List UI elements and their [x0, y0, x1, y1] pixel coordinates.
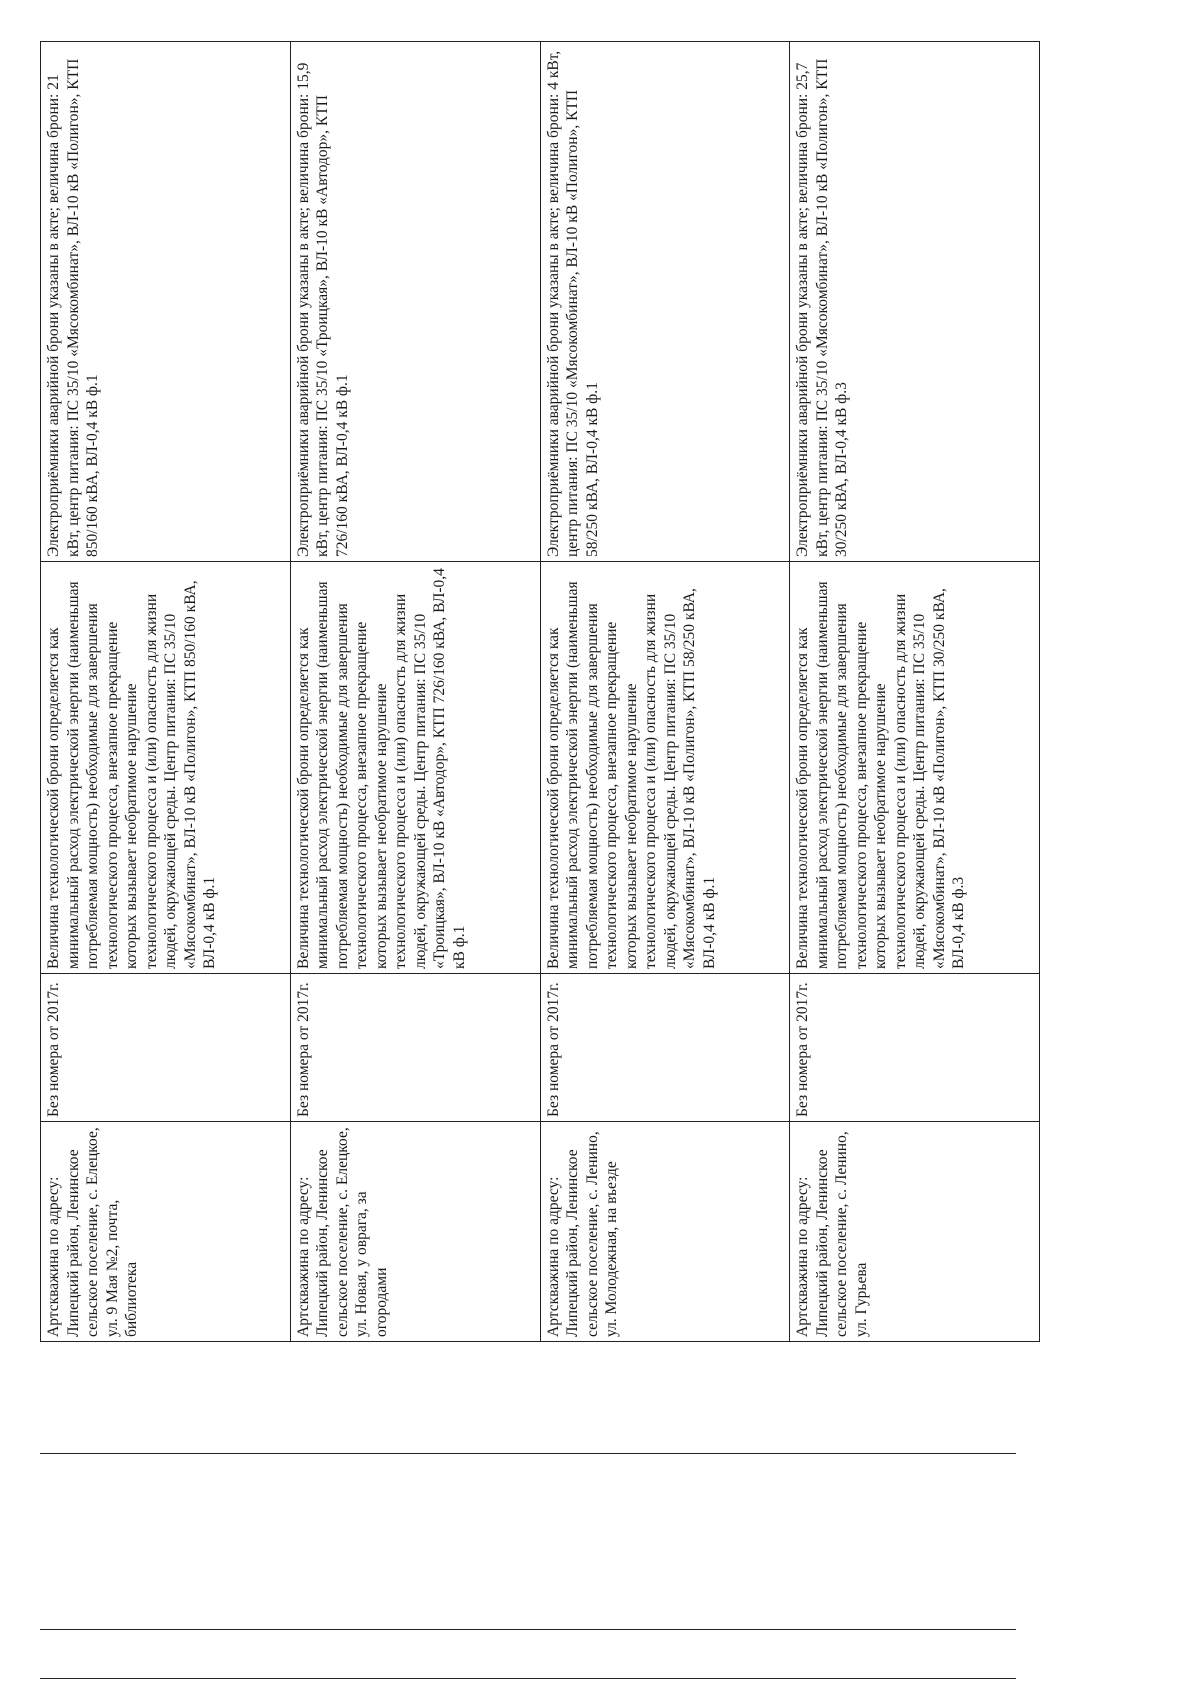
technological-reserve-cell: Величина технологической брони определяется как минимальный расход электрической энергии (наименьшая потребляемая мощность) необходимые для завершения технологического процесса, внезапное прекращение которых вызывает необратимое нарушение технологического процесса и (или) опасность для жизни людей, окружающей среды. Центр питания: ПС 35/10 «Мясокомбинат», ВЛ-10 кВ «Полигон», КТП 58/250 кВА, ВЛ-0,4 кВ ф.1 [540, 562, 790, 974]
emergency-reserve-table [40, 41, 1040, 1342]
act-number-cell: Без номера от 2017г. [41, 974, 291, 1122]
object-address-cell: Артскважина по адресу: Липецкий район, Ленинское сельское поселение, с. Ленино, ул. Молодежная, на въезде [540, 1122, 790, 1342]
emergency-reserve-cell: Электроприёмники аварийной брони указаны в акте; величина брони: 21 кВт, центр питания: ПС 35/10 «Мясокомбинат», ВЛ-10 кВ «Полигон», КТП 850/160 кВА, ВЛ-0,4 кВ ф.1 [41, 42, 291, 562]
emergency-reserve-cell: Электроприёмники аварийной брони указаны в акте; величина брони: 25,7 кВт, центр питания: ПС 35/10 «Мясокомбинат», ВЛ-10 кВ «Полигон», КТП 30/250 кВА, ВЛ-0,4 кВ ф.3 [790, 42, 1040, 562]
act-number-cell: Без номера от 2017г. [790, 974, 1040, 1122]
object-address-cell: Артскважина по адресу: Липецкий район, Ленинское сельское поселение, с. Елецкое, ул. 9 Мая №2, почта, библиотека [41, 1122, 291, 1342]
divider-line [40, 1678, 1016, 1679]
act-number-cell: Без номера от 2017г. [290, 974, 540, 1122]
technological-reserve-cell: Величина технологической брони определяется как минимальный расход электрической энергии (наименьшая потребляемая мощность) необходимые для завершения технологического процесса, внезапное прекращение которых вызывает необратимое нарушение технологического процесса и (или) опасность для жизни людей, окружающей среды. Центр питания: ПС 35/10 «Мясокомбинат», ВЛ-10 кВ «Полигон», КТП 850/160 кВА, ВЛ-0,4 кВ ф.1 [41, 562, 291, 974]
object-address-cell: Артскважина по адресу: Липецкий район, Ленинское сельское поселение, с. Елецкое, ул. Новая, у оврага, за огородами [290, 1122, 540, 1342]
technological-reserve-cell: Величина технологической брони определяется как минимальный расход электрической энергии (наименьшая потребляемая мощность) необходимые для завершения технологического процесса, внезапное прекращение которых вызывает необратимое нарушение технологического процесса и (или) опасность для жизни людей, окружающей среды. Центр питания: ПС 35/10 «Мясокомбинат», ВЛ-10 кВ «Полигон», КТП 30/250 кВА, ВЛ-0,4 кВ ф.3 [790, 562, 1040, 974]
object-address-cell: Артскважина по адресу: Липецкий район, Ленинское сельское поселение, с. Ленино, ул. Гурьева [790, 1122, 1040, 1342]
emergency-reserve-cell: Электроприёмники аварийной брони указаны в акте; величина брони: 4 кВт, центр питания: ПС 35/10 «Мясокомбинат», ВЛ-10 кВ «Полигон», КТП 58/250 кВА, ВЛ-0,4 кВ ф.1 [540, 42, 790, 562]
divider-line [40, 1453, 1016, 1454]
table-row [290, 42, 540, 1342]
technological-reserve-cell: Величина технологической брони определяется как минимальный расход электрической энергии (наименьшая потребляемая мощность) необходимые для завершения технологического процесса, внезапное прекращение которых вызывает необратимое нарушение технологического процесса и (или) опасность для жизни людей, окружающей среды. Центр питания: ПС 35/10 «Троицкая», ВЛ-10 кВ «Автодор», КТП 726/160 кВА, ВЛ-0,4 кВ ф.1 [290, 562, 540, 974]
table-row [41, 42, 291, 1342]
table-row [540, 42, 790, 1342]
emergency-reserve-cell: Электроприёмники аварийной брони указаны в акте; величина брони: 15,9 кВт, центр питания: ПС 35/10 «Троицкая», ВЛ-10 кВ «Автодор», КТП 726/160 кВА, ВЛ-0,4 кВ ф.1 [290, 42, 540, 562]
divider-line [40, 1629, 1016, 1630]
rotated-table-container [40, 42, 1040, 1342]
act-number-cell: Без номера от 2017г. [540, 974, 790, 1122]
table-row [790, 42, 1040, 1342]
